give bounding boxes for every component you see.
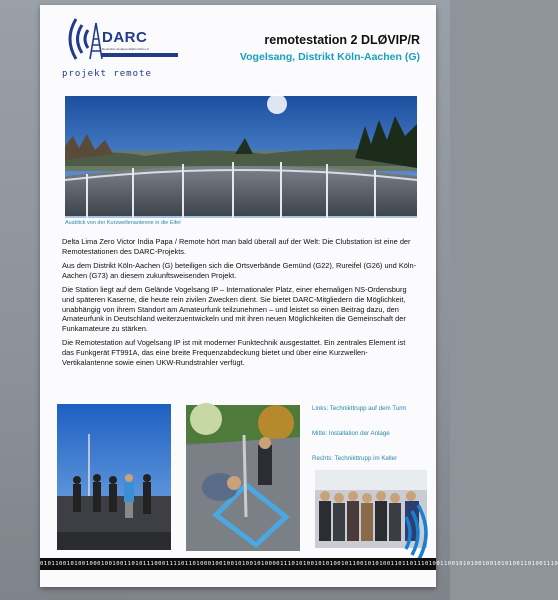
photo-installation	[186, 405, 300, 551]
paragraph: Aus dem Distrikt Köln-Aachen (G) beteiligen sich die Ortsverbände Gemünd (G22), Rureifel (G26) und Köln-Aachen (G73) an diesem zukunftsweisenden Projekt.	[62, 261, 417, 280]
photo-team-on-tower	[57, 404, 171, 550]
page-subtitle: Vogelsang, Distrikt Köln-Aachen (G)	[239, 51, 420, 63]
caption-middle: Mitte: Installation der Anlage	[312, 430, 390, 437]
logo-bar	[102, 53, 178, 57]
caption-right: Rechts: Technikttrupp im Keller	[312, 455, 398, 462]
caption-left: Links: Technikttrupp auf dem Turm	[312, 405, 407, 412]
paragraph: Die Station liegt auf dem Gelände Vogelsang IP – Internationaler Platz, einer ehemaligen NS-Ordensburg und späteren Kaserne, die heute rein zivilen Zwecken dient. Sie bietet DARC-Mitgliedern die Möglichkeit, unabhängig von ihrem Standort am Amateurfunk teilzunehmen – und leistet so einen Beitrag dazu, den Amateurfunk in Deutschland weiterzuentwickeln und mit ihren neuen Möglichkeiten die Gemeinschaft der Funkamateure zu stärken.	[62, 285, 407, 333]
page-title: remotestation 2 DLØVIP/R	[264, 33, 420, 47]
logo-projekt-remote: projekt remote	[62, 69, 152, 79]
panorama-caption: Ausblick von der Kurzwellenantenne in die Eifel	[65, 220, 181, 226]
panorama-photo	[65, 96, 417, 218]
paragraph: Delta Lima Zero Victor India Papa / Remote hört man bald überall auf der Welt: Die Clubstation ist eine der Remotestationen des DARC-Projekts.	[62, 237, 411, 256]
binary-code-strip: 0101100101001000100100110101110001111011010001001001010010100001110101001010100101100101010011011011101001100101010010010101001101001110	[40, 558, 436, 570]
article-body	[62, 237, 417, 372]
paragraph: Die Remotestation auf Vogelsang IP ist mit moderner Funktechnik ausgestattet. Ein zentrales Element ist das Funkgerät FT991A, das eine breite Frequenzabdeckung bietet und über eine Kurzwellen-Vertikalantenne sowie einen UKW-Rundstrahler verfügt.	[62, 338, 406, 367]
logo-subtitle: Deutscher Amateur-Radio-Club e.V.	[102, 47, 150, 51]
radio-waves-icon	[402, 503, 428, 563]
logo-name: DARC	[102, 29, 148, 46]
poster-sheet	[40, 5, 558, 587]
darc-logo	[62, 9, 192, 81]
